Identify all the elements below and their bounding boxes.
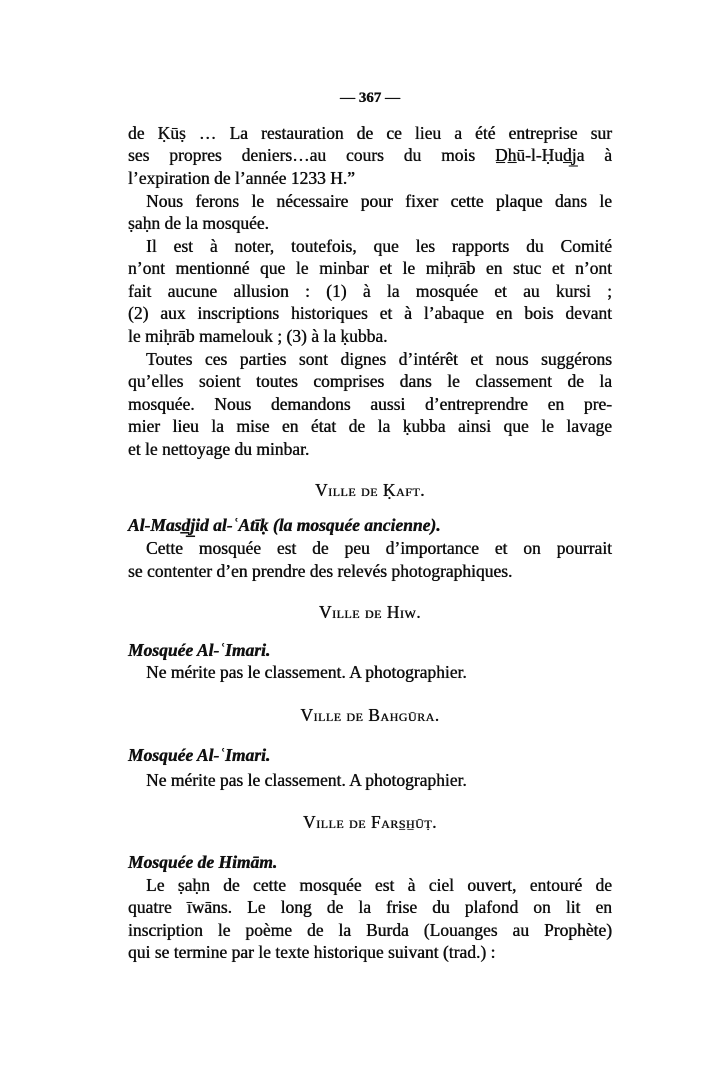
- text-line: qu’elles soient toutes comprises dans le classement de la: [128, 371, 612, 391]
- text-line: ses propres deniers…au cours du mois D̲h̲ū-l-Ḥud̲j̲a à: [128, 145, 612, 165]
- text-line: se contenter d’en prendre des relevés photographiques.: [128, 561, 513, 581]
- page-number: — 367 —: [340, 90, 400, 106]
- text-line: de Ḳūṣ … La restauration de ce lieu a été entreprise sur: [128, 123, 612, 143]
- text-line: quatre īwāns. Le long de la frise du plafond on lit en: [128, 897, 612, 917]
- text-line: l’expiration de l’année 1233 H.”: [128, 168, 355, 188]
- mosque-title: Mosquée de Himām.: [128, 852, 278, 872]
- section-heading: Ville de Fars̲h̲ūṭ.: [303, 812, 437, 832]
- text-line: qui se termine par le texte historique suivant (trad.) :: [128, 942, 496, 962]
- text-line: le miḥrāb mamelouk ; (3) à la ḳubba.: [128, 326, 388, 346]
- mosque-title: Al-Masd̲j̲id al-ʿAtīḳ (la mosquée ancienne).: [128, 515, 441, 535]
- text-line: Nous ferons le nécessaire pour fixer cette plaque dans le: [146, 191, 612, 211]
- text-line: Ne mérite pas le classement. A photographier.: [146, 770, 467, 790]
- text-line: n’ont mentionné que le minbar et le miḥrāb en stuc et n’ont: [128, 258, 612, 278]
- text-line: Ne mérite pas le classement. A photographier.: [146, 662, 467, 682]
- mosque-title: Mosquée Al-ʿImari.: [128, 745, 271, 765]
- text-line: mier lieu la mise en état de la ḳubba ainsi que le lavage: [128, 416, 612, 436]
- text-line: et le nettoyage du minbar.: [128, 439, 310, 459]
- section-heading: Ville de Bahgūra.: [300, 705, 440, 725]
- text-line: (2) aux inscriptions historiques et à l’abaque en bois devant: [128, 303, 612, 323]
- section-heading: Ville de Ḳaft.: [314, 480, 426, 500]
- text-line: Le ṣaḥn de cette mosquée est à ciel ouvert, entouré de: [146, 875, 612, 895]
- text-line: Il est à noter, toutefois, que les rapports du Comité: [146, 236, 612, 256]
- text-line: Toutes ces parties sont dignes d’intérêt et nous suggérons: [146, 349, 612, 369]
- mosque-title: Mosquée Al-ʿImari.: [128, 640, 271, 660]
- text-line: ṣaḥn de la mosquée.: [128, 213, 269, 233]
- text-line: Cette mosquée est de peu d’importance et on pourrait: [146, 538, 612, 558]
- text-line: mosquée. Nous demandons aussi d’entreprendre en pre-: [128, 394, 612, 414]
- text-line: fait aucune allusion : (1) à la mosquée et au kursi ;: [128, 281, 612, 301]
- section-heading: Ville de Hiw.: [318, 602, 422, 622]
- text-line: inscription le poème de la Burda (Louanges au Prophète): [128, 920, 612, 940]
